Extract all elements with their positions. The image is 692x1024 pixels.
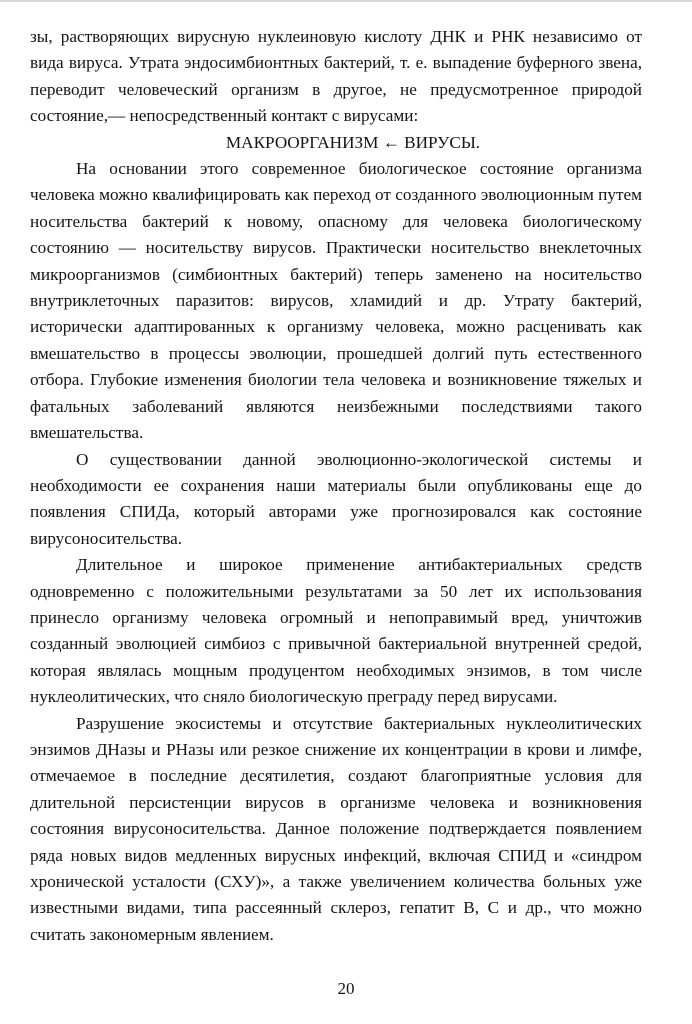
paragraph: Разрушение экосистемы и отсутствие бактериальных нуклеолитических энзимов ДНазы и РНазы или резкое снижение их концентрации в крови и лимфе, отмечаемое в последние десятилетия, создают благоприятные условия для длительной персистенции вирусов в организме человека и возникновения состояния вирусоносительства. Данное положение подтверждается появлением ряда новых видов медленных вирусных инфекций, включая СПИД и «синдром хронической усталости (СХУ)», а также увеличением количества больных уже известными видами, типа рассеянный склероз, гепатит В, С и др., что можно считать закономерным явлением. bbox=[30, 713, 642, 944]
paragraph: Длительное и широкое применение антибактериальных средств одновременно с положительными результатами за 50 лет их использования принесло организму человека огромный и непоправимый вред, уничтожив созданный эволюцией симбиоз с привычной бактериальной внутренней средой, которая являлась мощным продуцентом необходимых энзимов, в том числе нуклеолитических, что сняло биологическую преграду перед вирусами. bbox=[30, 555, 642, 707]
paragraph: На основании этого современное биологическое состояние организма человека можно квалифицировать как переход от созданного эволюционным путем носительства бактерий к новому, опасному для человека биологическому состоянию — носительству вирусов. Практически носительство внеклеточных микроорганизмов (симбионтных бактерий) теперь заменено на носительство внутриклеточных паразитов: вирусов, хламидий и др. Утрату бактерий, исторически адаптированных к организму человека, можно расценивать как вмешательство в процессы эволюции, прошедшей долгий путь естественного отбора. Глубокие изменения биологии тела человека и возникновение тяжелых и фатальных заболеваний являются неизбежными последствиями такого вмешательства. bbox=[30, 159, 642, 443]
page-top-edge bbox=[0, 0, 692, 2]
paragraph: О существовании данной эволюционно-экологической системы и необходимости ее сохранения наши материалы были опубликованы еще до появления СПИДа, который авторами уже прогнозировался как состояние вирусоносительства. bbox=[30, 449, 642, 548]
document-page bbox=[30, 24, 642, 948]
formula-line: МАКРООРГАНИЗМ ← ВИРУСЫ. bbox=[225, 132, 481, 152]
page-number: 20 bbox=[337, 979, 355, 998]
paragraph-continuation: зы, растворяющих вирусную нуклеиновую кислоту ДНК и РНК независимо от вида вируса. Утрата эндосимбионтных бактерий, т. е. выпадение буферного звена, переводит человеческий организм в другое, не предусмотренное природой состояние,— непосредственный контакт с вирусами: bbox=[30, 27, 642, 126]
